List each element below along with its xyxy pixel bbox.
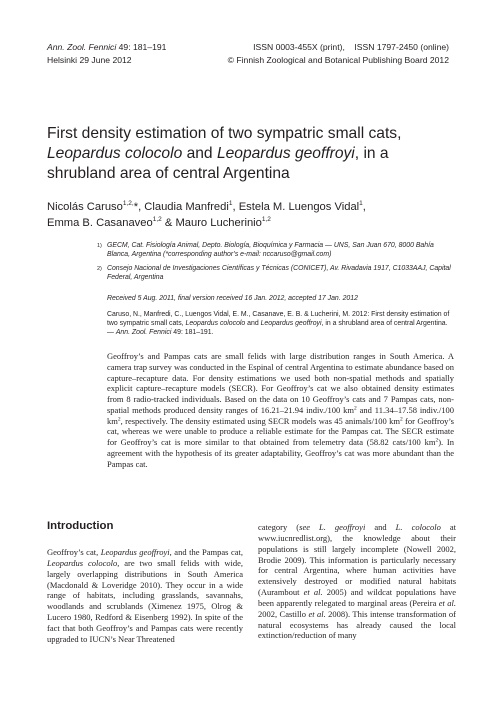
volume-pages: 49: 181–191 bbox=[116, 42, 167, 52]
journal-header-left bbox=[47, 41, 166, 67]
body-text: 2002, Castillo bbox=[258, 608, 309, 619]
title-line-1: First density estimation of two sympatric small cats, bbox=[47, 125, 402, 142]
journal-header-right bbox=[222, 41, 449, 67]
title-line-3: shrubland area of central Argentina bbox=[47, 165, 290, 182]
superscript: 2 bbox=[399, 416, 403, 422]
body-text: 2008). This intense transformation of natural ecosystems has already caused the local extinction/reduction of many bbox=[258, 608, 457, 641]
affiliation-number: 1) bbox=[97, 243, 102, 249]
author-line-2 bbox=[47, 215, 457, 231]
citation-text: 49: 181–191. bbox=[171, 328, 214, 336]
author-separator: , bbox=[362, 201, 366, 213]
title-line-2-tail: , in a bbox=[354, 145, 389, 162]
author-affiliation-mark: 1,2 bbox=[152, 216, 162, 223]
affiliation-text: GECM, Cat. Fisiología Animal, Depto. Biología, Bioquímica y Farmacia — UNS, San Juan 670, 8000 Bahía Blanca, Argentina (*corresponding author’s e-mail: nccaruso@gmail.com) bbox=[107, 242, 434, 258]
copyright-line: © Finnish Zoological and Botanical Publishing Board 2012 bbox=[227, 55, 449, 65]
citation-text: Caruso, N., Manfredi, C., Luengos Vidal, E. M., Casanave, E. B. & Lucherini, M. 2012: First density estimation of two sympatric small cats, bbox=[107, 311, 450, 327]
author-name: , Claudia Manfredi bbox=[138, 201, 229, 213]
place-date: Helsinki 29 June 2012 bbox=[47, 55, 132, 65]
et-al: et al. bbox=[303, 587, 323, 598]
title-species-2: Leopardus geoffroyi bbox=[216, 145, 355, 162]
author-affiliation-mark: 1 bbox=[359, 200, 363, 207]
affiliation-number: 2) bbox=[97, 266, 102, 272]
abstract-paragraph bbox=[107, 351, 454, 469]
author-affiliation-mark: 1,2 bbox=[261, 216, 271, 223]
body-text: at www.iucnredlist.org), the knowledge about their populations is still largely incomplete (Nowell 2002, Brodie 2009). This information is particularly necessary for central Argentina, where human activities have extensively destroyed or modified natural habitats (Aurambout bbox=[258, 522, 457, 598]
journal-name: Ann. Zool. Fennici bbox=[47, 42, 117, 52]
citation-journal: Ann. Zool. Fennici bbox=[115, 328, 172, 336]
affiliation-2 bbox=[97, 265, 452, 282]
affiliation-1 bbox=[97, 242, 452, 259]
body-text: and bbox=[365, 522, 396, 532]
section-heading-introduction: Introduction bbox=[47, 520, 114, 532]
abstract-text: for Geoffroy’s cat, whereas we were unable to produce a reliable estimate for the Pampas cat. The SECR estimate for Geoffroy’s cat is more similar to that obtained from telemetry data (58.82 cats/100 km bbox=[107, 415, 454, 447]
species-name: see L. geoffroyi bbox=[299, 522, 366, 532]
abstract-text: Geoffroy’s and Pampas cats are small felids with large distribution ranges in South America. A camera trap survey was conducted in the Espinal of central Argentina to estimate abundance based on capture–recapture data. For density estimations we used both non-spatial methods and spatially explicit capture–recapture models (SECR). For Geoffroy’s cat we also obtained density estimates from 8 radio-tracked individuals. Based on the data on 10 Geoffroy’s cats and 7 Pampas cats, non-spatial methods produced density ranges of 16.21–21.94 indiv./100 km bbox=[107, 351, 454, 415]
abstract-text: and 11.34–17.58 indiv./100 km bbox=[107, 404, 454, 426]
author-name: & Mauro Lucherinio bbox=[161, 217, 262, 229]
author-name: , Estela M. Luengos Vidal bbox=[232, 201, 360, 213]
author-name: Nicolás Caruso bbox=[47, 201, 123, 213]
superscript: 2 bbox=[435, 437, 439, 444]
author-affiliation-mark: 1,2, bbox=[122, 200, 134, 207]
title-line-2 bbox=[47, 144, 457, 164]
issn-line: ISSN 0003-455X (print), ISSN 1797-2450 (online) bbox=[253, 42, 449, 52]
title-species-1: Leopardus colocolo bbox=[47, 145, 183, 162]
author-name: Emma B. Casanaveo bbox=[47, 217, 153, 229]
body-column-left bbox=[47, 547, 243, 645]
body-text: 2005) and wildcat populations have been apparently relegated to marginal areas (Pereira bbox=[258, 587, 456, 608]
body-text: , and the Pampas cat, bbox=[169, 547, 243, 557]
author-line-1 bbox=[47, 199, 457, 215]
body-paragraph bbox=[258, 522, 456, 641]
et-al: et al. bbox=[308, 608, 326, 619]
how-to-cite bbox=[107, 311, 454, 337]
abstract bbox=[107, 351, 454, 469]
body-text: category ( bbox=[258, 522, 300, 532]
species-name: Leopardus colocolo bbox=[47, 557, 118, 568]
body-text: Geoffroy’s cat, bbox=[47, 547, 101, 557]
body-paragraph bbox=[47, 547, 243, 645]
affiliation-text: Consejo Nacional de Investigaciones Científicas y Técnicas (CONICET), Av. Rivadavia 1917, C1033AAJ, Capital Federal, Argentina bbox=[107, 265, 451, 281]
superscript: 2 bbox=[353, 405, 357, 412]
article-title bbox=[47, 124, 457, 184]
abstract-text: ). In agreement with the hypothesis of its greater adaptability, Geoffroy’s cat was more abundant than the Pampas cat. bbox=[107, 437, 454, 469]
citation-text: , in a shrubland area of central Argentina. — bbox=[107, 319, 448, 336]
superscript: 2 bbox=[117, 416, 121, 422]
body-text: , are two small felids with wide, largely overlapping distributions in South America (Macdonald & Loveridge 2010). They occur in a wide range of habitats, including grasslands, savannahs, woodlands and scrublands (Ximenez 1975, Olrog & Lucero 1980, Redford & Eisenberg 1992). In spite of the fact that both Geoffroy’s and Pampas cats were recently upgraded to IUCN’s Near Threatened bbox=[47, 557, 243, 644]
species-name: L. colocolo bbox=[395, 522, 441, 532]
journal-citation-line bbox=[47, 41, 166, 54]
body-column-right bbox=[258, 522, 456, 641]
citation-species: Leopardus colocolo bbox=[185, 319, 246, 327]
citation-text: and bbox=[245, 319, 261, 327]
received-dates: Received 5 Aug. 2011, final version received 16 Jan. 2012, accepted 17 Jan. 2012 bbox=[107, 295, 358, 302]
species-name: Leopardus geoffroyi bbox=[100, 547, 170, 557]
title-and: and bbox=[182, 145, 217, 162]
author-affiliation-mark: 1 bbox=[228, 200, 233, 207]
author-list bbox=[47, 199, 457, 231]
corresponding-mark: * bbox=[133, 201, 139, 213]
et-al: et al. bbox=[438, 597, 456, 608]
abstract-text: , respectively. The density estimated using SECR models was 45 animals/100 km bbox=[120, 415, 400, 426]
citation-species: Leopardus geoffroyi bbox=[260, 319, 322, 327]
